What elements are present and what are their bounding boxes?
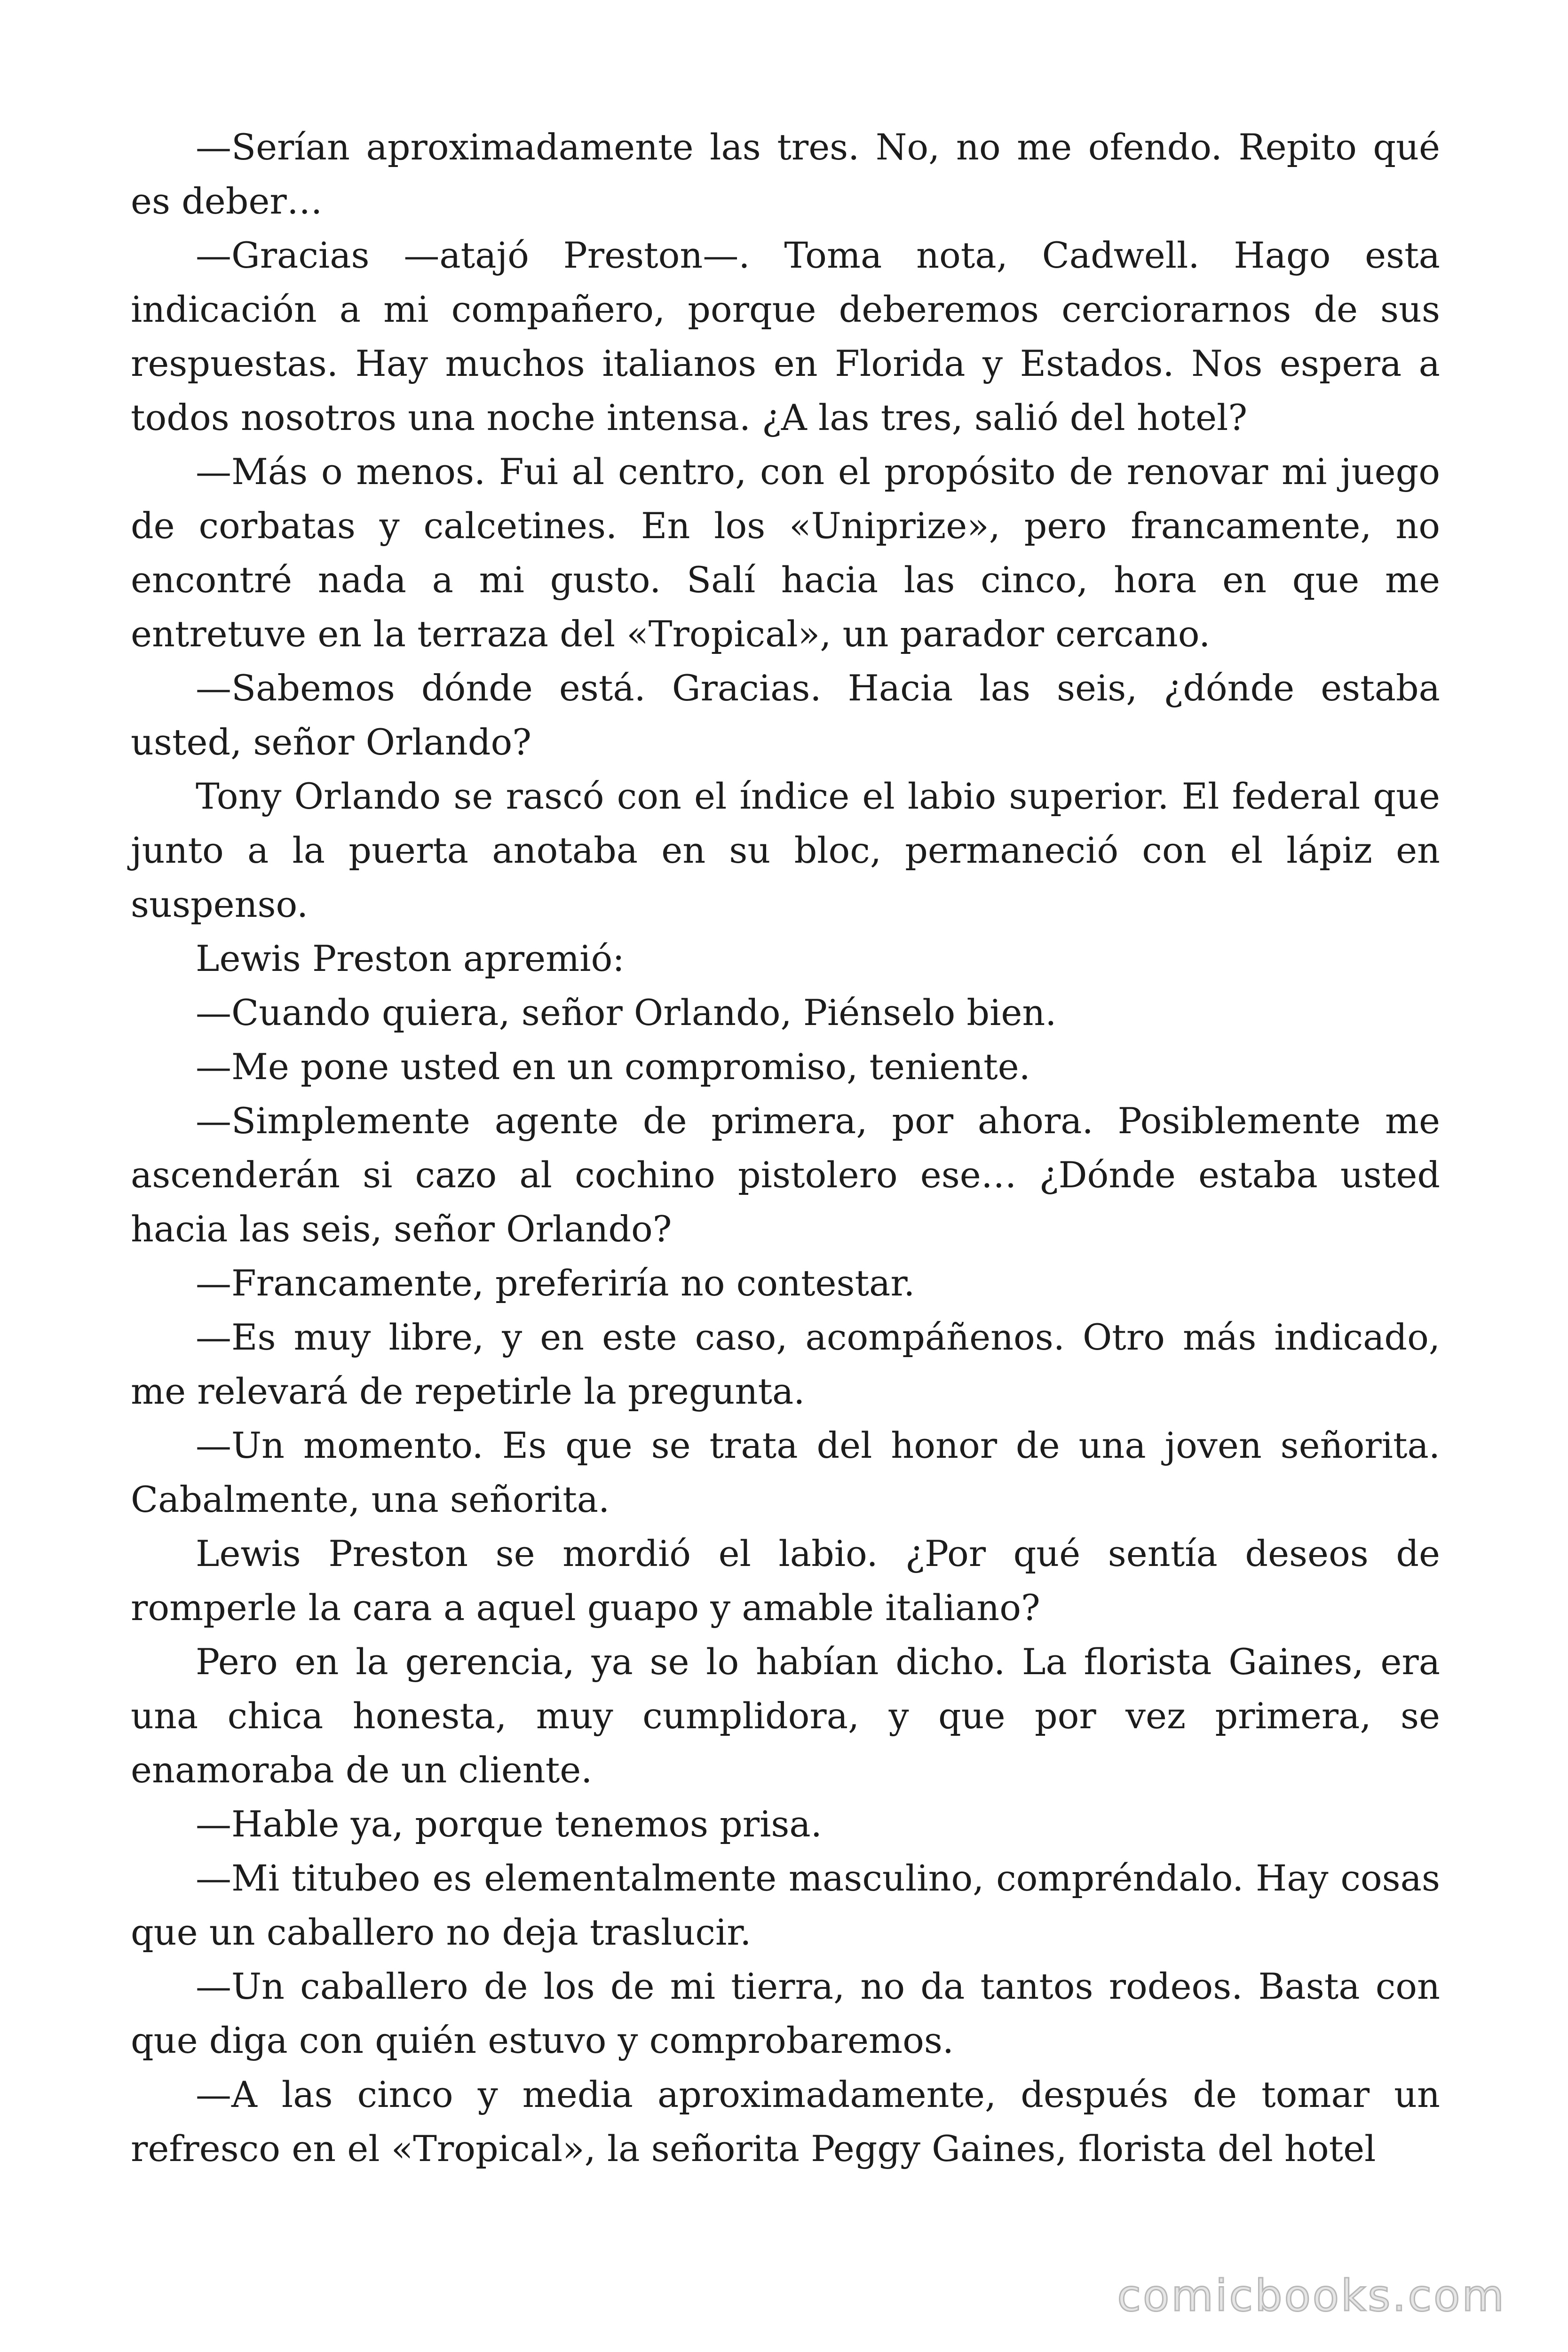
paragraph: —Sabemos dónde está. Gracias. Hacia las seis, ¿dónde estaba usted, señor Orlando? [131, 667, 1440, 763]
body-text [131, 120, 1440, 2176]
watermark-text: comicbooks.com [1117, 2271, 1506, 2321]
paragraph: —Cuando quiera, señor Orlando, Piénselo bien. [196, 992, 1057, 1033]
paragraph: Tony Orlando se rascó con el índice el labio superior. El federal que junto a la puerta anotaba en su bloc, permaneció con el lápiz en suspenso. [131, 775, 1440, 925]
paragraph: —Francamente, preferiría no contestar. [196, 1262, 915, 1304]
paragraph: —Es muy libre, y en este caso, acompáñenos. Otro más indicado, me relevará de repetirle la pregunta. [131, 1316, 1440, 1412]
paragraph: —Gracias —atajó Preston—. Toma nota, Cadwell. Hago esta indicación a mi compañero, porque deberemos cerciorarnos de sus respuestas. Hay muchos italianos en Florida y Estados. Nos espera a todos nosotros una noche intensa. ¿A las tres, salió del hotel? [131, 234, 1440, 438]
paragraph: Lewis Preston apremió: [196, 938, 625, 979]
paragraph: —A las cinco y media aproximadamente, después de tomar un refresco en el «Tropical», la señorita Peggy Gaines, florista del hotel [131, 2074, 1440, 2169]
paragraph: —Serían aproximadamente las tres. No, no me ofendo. Repito qué es deber… [131, 126, 1440, 222]
paragraph: Pero en la gerencia, ya se lo habían dicho. La florista Gaines, era una chica honesta, muy cumplidora, y que por vez primera, se enamoraba de un cliente. [131, 1641, 1440, 1791]
paragraph: —Simplemente agente de primera, por ahora. Posiblemente me ascenderán si cazo al cochino pistolero ese… ¿Dónde estaba usted hacia las seis, señor Orlando? [131, 1100, 1440, 1250]
paragraph: —Hable ya, porque tenemos prisa. [196, 1803, 822, 1845]
paragraph: —Me pone usted en un compromiso, teniente. [196, 1046, 1030, 1088]
paragraph: —Más o menos. Fui al centro, con el propósito de renovar mi juego de corbatas y calcetines. En los «Uniprize», pero francamente, no encontré nada a mi gusto. Salí hacia las cinco, hora en que me entretuve en la terraza del «Tropical», un parador cercano. [131, 451, 1440, 655]
paragraph: Lewis Preston se mordió el labio. ¿Por qué sentía deseos de romperle la cara a aquel guapo y amable italiano? [131, 1533, 1440, 1629]
paragraph: —Mi titubeo es elementalmente masculino, compréndalo. Hay cosas que un caballero no deja traslucir. [131, 1857, 1440, 1953]
paragraph: —Un momento. Es que se trata del honor de una joven señorita. Cabalmente, una señorita. [131, 1424, 1440, 1520]
paragraph: —Un caballero de los de mi tierra, no da tantos rodeos. Basta con que diga con quién estuvo y comprobaremos. [131, 1965, 1440, 2061]
